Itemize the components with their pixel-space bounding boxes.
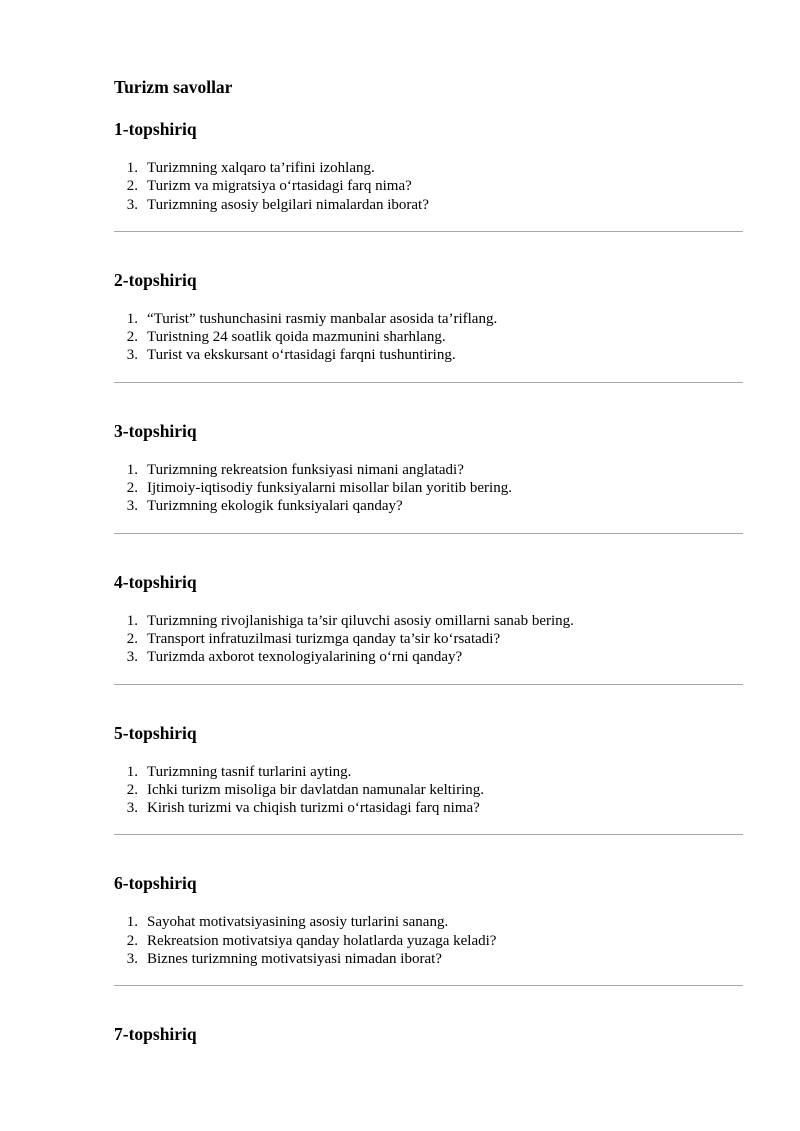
question-text: Turizm va migratsiya o‘rtasidagi farq nima? (147, 178, 412, 195)
question-number: 2. (126, 178, 138, 195)
question-text: Turistning 24 soatlik qoida mazmunini sharhlang. (147, 329, 446, 346)
question-item (114, 196, 743, 214)
question-text: Sayohat motivatsiyasining asosiy turlarini sanang. (147, 914, 449, 931)
question-number: 2. (126, 781, 138, 798)
question-number: 3. (126, 498, 138, 515)
document-title: Turizm savollar (114, 77, 233, 97)
question-item (114, 932, 743, 950)
question-text: Turizmning asosiy belgilari nimalardan iborat? (147, 196, 429, 213)
question-number: 1. (126, 914, 138, 931)
question-number: 3. (126, 800, 138, 817)
task-section (114, 571, 743, 685)
question-item (114, 177, 743, 195)
question-text: Kirish turizmi va chiqish turizmi o‘rtasidagi farq nima? (147, 800, 480, 817)
question-item (114, 913, 743, 931)
question-text: Turizmning rivojlanishiga ta’sir qiluvchi asosiy omillarni sanab bering. (147, 612, 574, 629)
document-body (114, 76, 743, 1045)
question-item (114, 461, 743, 479)
question-item (114, 479, 743, 497)
question-number: 1. (126, 461, 138, 478)
task-heading: 5-topshiriq (114, 722, 197, 743)
question-item (114, 763, 743, 781)
question-number: 3. (126, 347, 138, 364)
question-text: Ichki turizm misoliga bir davlatdan namunalar keltiring. (147, 781, 484, 798)
question-number: 2. (126, 480, 138, 497)
question-text: Turizmda axborot texnologiyalarining o‘rni qanday? (147, 649, 463, 666)
question-number: 2. (126, 329, 138, 346)
task-heading: 4-topshiriq (114, 571, 197, 592)
question-number: 1. (126, 612, 138, 629)
question-number: 1. (126, 160, 138, 176)
question-text: Turizmning ekologik funksiyalari qanday? (147, 498, 403, 515)
question-item (114, 630, 743, 648)
question-list (114, 913, 743, 968)
question-item (114, 950, 743, 968)
question-text: Ijtimoiy-iqtisodiy funksiyalarni misollar bilan yoritib bering. (147, 480, 512, 497)
question-text: Turist va ekskursant o‘rtasidagi farqni tushuntiring. (147, 347, 456, 364)
section-divider (114, 985, 743, 986)
question-item (114, 781, 743, 799)
question-list (114, 763, 743, 818)
question-item (114, 346, 743, 364)
question-item (114, 612, 743, 630)
question-text: Biznes turizmning motivatsiyasi nimadan iborat? (147, 951, 442, 968)
question-number: 3. (126, 951, 138, 968)
question-item (114, 328, 743, 346)
question-item (114, 648, 743, 666)
question-number: 2. (126, 932, 138, 949)
question-text: Turizmning rekreatsion funksiyasi nimani anglatadi? (147, 461, 464, 478)
question-number: 1. (126, 763, 138, 780)
task-heading: 6-topshiriq (114, 873, 197, 894)
question-list (114, 612, 743, 667)
question-number: 1. (126, 310, 138, 327)
task-section (114, 269, 743, 383)
section-divider (114, 834, 743, 835)
question-text: Turizmning tasnif turlarini ayting. (147, 763, 352, 780)
question-item (114, 497, 743, 515)
question-text: Rekreatsion motivatsiya qanday holatlarda yuzaga keladi? (147, 932, 497, 949)
section-divider (114, 231, 743, 232)
question-list (114, 461, 743, 516)
question-item (114, 799, 743, 817)
question-item (114, 310, 743, 328)
task-heading: 3-topshiriq (114, 420, 197, 441)
section-divider (114, 533, 743, 534)
question-list (114, 159, 743, 214)
question-number: 3. (126, 196, 138, 213)
question-text: “Turist” tushunchasini rasmiy manbalar asosida ta’riflang. (147, 310, 498, 327)
task-heading: 1-topshiriq (114, 119, 197, 139)
task-section (114, 872, 743, 986)
question-text: Turizmning xalqaro ta’rifini izohlang. (147, 160, 375, 176)
section-divider (114, 684, 743, 685)
question-text: Transport infratuzilmasi turizmga qanday ta’sir ko‘rsatadi? (147, 630, 501, 647)
question-number: 2. (126, 630, 138, 647)
task-section (114, 118, 743, 232)
task-section (114, 420, 743, 534)
question-item (114, 159, 743, 177)
task-list (114, 118, 743, 1045)
task-section (114, 722, 743, 836)
task-heading: 2-topshiriq (114, 269, 197, 290)
section-divider (114, 382, 743, 383)
task-heading: 7-topshiriq (114, 1024, 197, 1045)
task-section (114, 1023, 743, 1045)
question-number: 3. (126, 649, 138, 666)
question-list (114, 310, 743, 365)
